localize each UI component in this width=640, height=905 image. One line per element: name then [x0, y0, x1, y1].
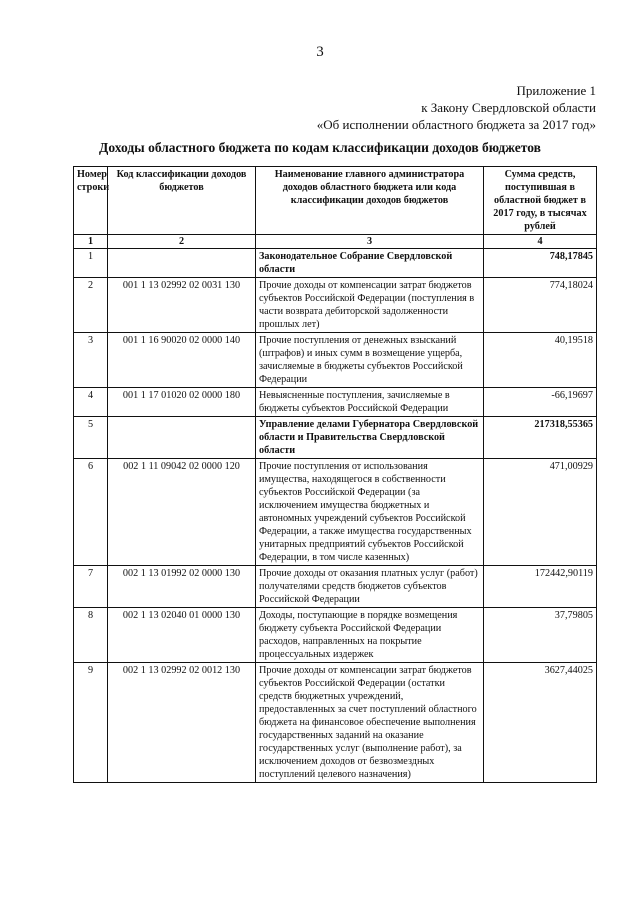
administrator-name-cell: Прочие доходы от оказания платных услуг (работ) получателями средств бюджетов субъектов Российской Федерации: [256, 566, 484, 608]
column-number: 1: [74, 235, 108, 249]
row-number-cell: 2: [74, 278, 108, 333]
classification-code-cell: 002 1 13 01992 02 0000 130: [108, 566, 256, 608]
page-number: 3: [316, 44, 324, 60]
classification-code-cell: 002 1 13 02040 01 0000 130: [108, 608, 256, 663]
administrator-name-cell: Управление делами Губернатора Свердловской области и Правительства Свердловской области: [256, 417, 484, 459]
amount-cell: -66,19697: [484, 388, 597, 417]
table-row: [74, 278, 597, 333]
classification-code-cell: 001 1 17 01020 02 0000 180: [108, 388, 256, 417]
row-number-cell: 5: [74, 417, 108, 459]
appendix-line-1: Приложение 1: [516, 83, 596, 98]
classification-code-cell: 002 1 13 02992 02 0012 130: [108, 663, 256, 783]
appendix-line-3: «Об исполнении областного бюджета за 2017 год»: [316, 117, 596, 132]
table-row: [74, 459, 597, 566]
classification-code-cell: 001 1 16 90020 02 0000 140: [108, 333, 256, 388]
row-number-cell: 7: [74, 566, 108, 608]
amount-cell: 37,79805: [484, 608, 597, 663]
table-row: [74, 417, 597, 459]
column-number-row: [74, 235, 597, 249]
column-number: 3: [256, 235, 484, 249]
header-row-number: Номер строки: [74, 167, 108, 235]
appendix-block: [317, 82, 596, 133]
administrator-name-cell: Доходы, поступающие в порядке возмещения бюджету субъекта Российской Федерации расходов, направленных на покрытие процессуальных издержек: [256, 608, 484, 663]
row-number-cell: 9: [74, 663, 108, 783]
header-amount: Сумма средств, поступившая в областной бюджет в 2017 году, в тысячах рублей: [484, 167, 597, 235]
amount-cell: 40,19518: [484, 333, 597, 388]
column-number: 4: [484, 235, 597, 249]
amount-cell: 748,17845: [484, 249, 597, 278]
appendix-line-2: к Закону Свердловской области: [421, 100, 596, 115]
revenue-table: [73, 166, 597, 783]
row-number-cell: 3: [74, 333, 108, 388]
administrator-name-cell: Невыясненные поступления, зачисляемые в бюджеты субъектов Российской Федерации: [256, 388, 484, 417]
classification-code-cell: [108, 417, 256, 459]
administrator-name-cell: Прочие доходы от компенсации затрат бюджетов субъектов Российской Федерации (остатки средств бюджетных учреждений, предоставленных за счет поступлений областного бюджета на финансовое обеспечение выполнения государственных заданий на оказание государственных услуг (выполнение работ), за исключением доходов от безвозмездных поступлений целевого назначения): [256, 663, 484, 783]
classification-code-cell: 001 1 13 02992 02 0031 130: [108, 278, 256, 333]
table-header-row: [74, 167, 597, 235]
table-body: [74, 249, 597, 783]
amount-cell: 172442,90119: [484, 566, 597, 608]
table-row: [74, 249, 597, 278]
table-row: [74, 333, 597, 388]
document-title: Доходы областного бюджета по кодам классификации доходов бюджетов: [99, 140, 541, 155]
header-classification-code: Код классификации доходов бюджетов: [108, 167, 256, 235]
table-row: [74, 608, 597, 663]
column-number: 2: [108, 235, 256, 249]
administrator-name-cell: Прочие поступления от использования имущества, находящегося в собственности субъектов Российской Федерации (за исключением имущества бюджетных и автономных учреждений субъектов Российской Федерации, а также имущества государственных унитарных предприятий субъектов Российской Федерации, в том числе казенных): [256, 459, 484, 566]
amount-cell: 217318,55365: [484, 417, 597, 459]
classification-code-cell: 002 1 11 09042 02 0000 120: [108, 459, 256, 566]
administrator-name-cell: Прочие поступления от денежных взысканий (штрафов) и иных сумм в возмещение ущерба, зачисляемые в бюджеты субъектов Российской Федерации: [256, 333, 484, 388]
administrator-name-cell: Законодательное Собрание Свердловской области: [256, 249, 484, 278]
table-row: [74, 388, 597, 417]
amount-cell: 3627,44025: [484, 663, 597, 783]
row-number-cell: 4: [74, 388, 108, 417]
amount-cell: 774,18024: [484, 278, 597, 333]
table-row: [74, 663, 597, 783]
row-number-cell: 8: [74, 608, 108, 663]
administrator-name-cell: Прочие доходы от компенсации затрат бюджетов субъектов Российской Федерации (поступления в части возврата дебиторской задолженности прошлых лет): [256, 278, 484, 333]
row-number-cell: 6: [74, 459, 108, 566]
classification-code-cell: [108, 249, 256, 278]
amount-cell: 471,00929: [484, 459, 597, 566]
table-row: [74, 566, 597, 608]
header-administrator-name: Наименование главного администратора доходов областного бюджета или кода классификации доходов бюджетов: [256, 167, 484, 235]
row-number-cell: 1: [74, 249, 108, 278]
